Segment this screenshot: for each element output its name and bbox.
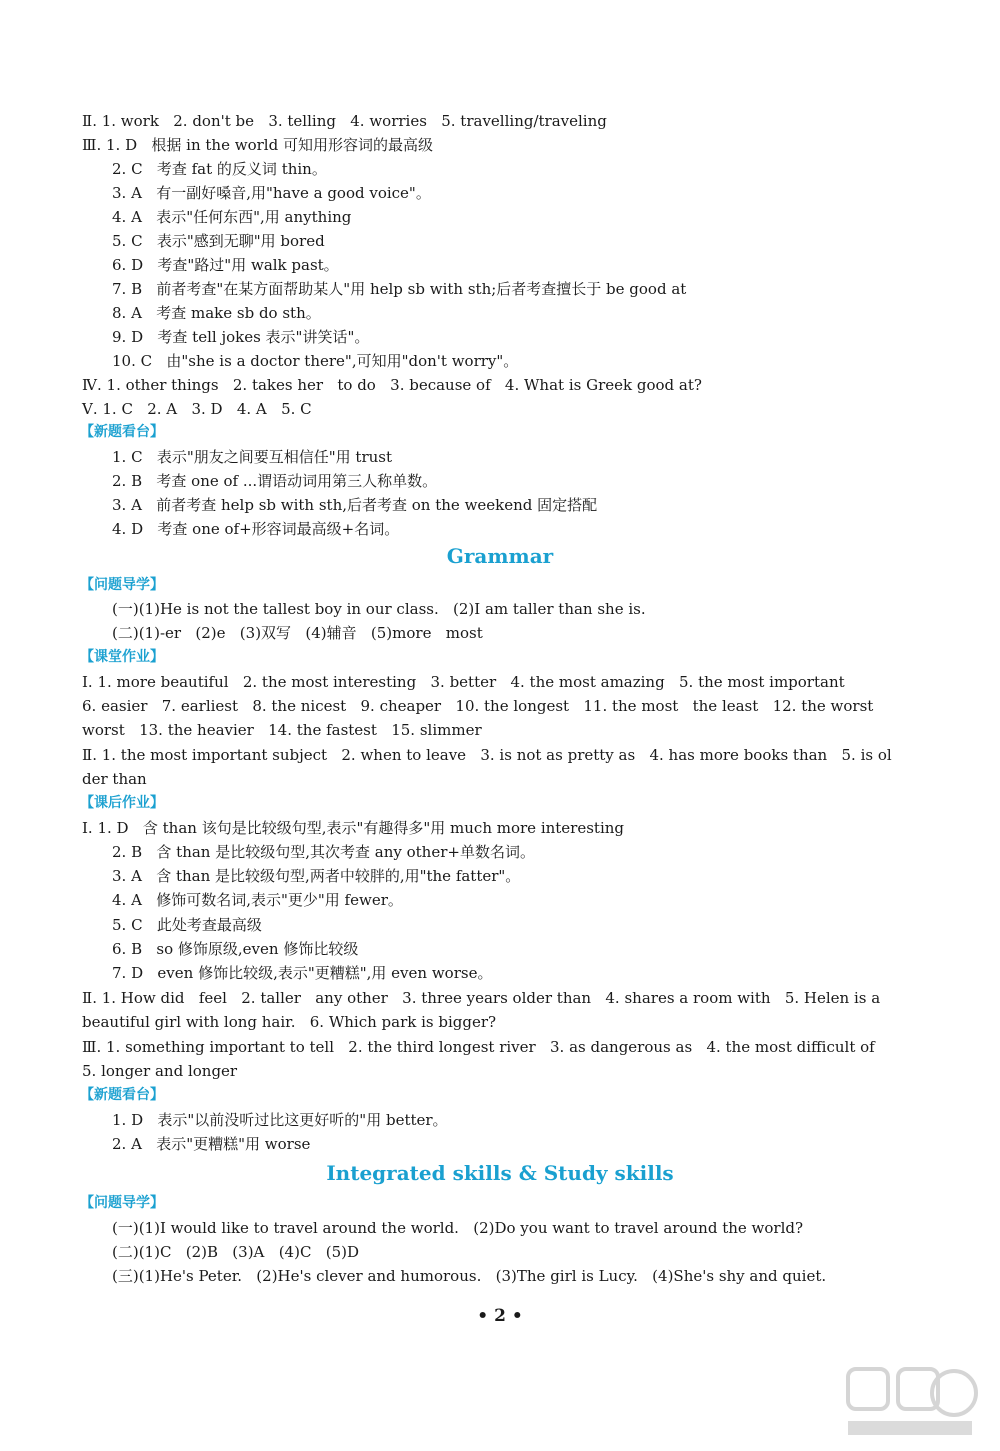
answer-line: 10. C 由"she is a doctor there",可知用"don't worry"。 <box>112 352 519 370</box>
answer-line: Ⅰ. 1. D 含 than 该句是比较级句型,表示"有趣得多"用 much more interesting <box>82 819 625 837</box>
page-number: • 2 • <box>477 1306 523 1326</box>
answer-line: 2. B 含 than 是比较级句型,其次考查 any other+单数名词。 <box>112 843 535 861</box>
answer-line: beautiful girl with long hair. 6. Which park is bigger? <box>82 1013 497 1031</box>
answer-line: 9. D 考查 tell jokes 表示"讲笑话"。 <box>112 328 370 346</box>
answer-line: Ⅳ. 1. other things 2. takes her to do 3. because of 4. What is Greek good at? <box>82 376 702 394</box>
section-tag: 【课堂作业】 <box>80 649 164 665</box>
answer-line: 2. B 考查 one of ...谓语动词用第三人称单数。 <box>112 472 438 490</box>
answer-line: 1. C 表示"朋友之间要互相信任"用 trust <box>112 448 393 466</box>
answer-line: 8. A 考查 make sb do sth。 <box>112 304 321 322</box>
answer-line: 6. D 考查"路过"用 walk past。 <box>112 256 339 274</box>
answer-line: der than <box>82 770 147 788</box>
answer-line: (一)(1)He is not the tallest boy in our class. (2)I am taller than she is. <box>112 600 646 618</box>
answer-line: 6. B so 修饰原级,even 修饰比较级 <box>112 940 359 958</box>
answer-line: 4. D 考查 one of+形容词最高级+名词。 <box>112 520 400 538</box>
answer-line: Ⅲ. 1. D 根据 in the world 可知用形容词的最高级 <box>82 136 433 154</box>
answer-line: Ⅱ. 1. the most important subject 2. when to leave 3. is not as pretty as 4. has more books than 5. is ol <box>82 746 892 764</box>
section-tag: 【课后作业】 <box>80 795 164 811</box>
answer-line: 7. D even 修饰比较级,表示"更糟糕",用 even worse。 <box>112 964 493 982</box>
answer-line: 6. easier 7. earliest 8. the nicest 9. cheaper 10. the longest 11. the most the least 12. the worst <box>82 697 874 715</box>
answer-line: Ⅱ. 1. How did feel 2. taller any other 3. three years older than 4. shares a room with 5. Helen is a <box>82 989 881 1007</box>
answer-line: Ⅱ. 1. work 2. don't be 3. telling 4. worries 5. travelling/traveling <box>82 112 607 130</box>
answer-line: 2. C 考查 fat 的反义词 thin。 <box>112 160 327 178</box>
answer-line: (二)(1)C (2)B (3)A (4)C (5)D <box>112 1243 359 1261</box>
section-tag: 【问题导学】 <box>80 1195 164 1211</box>
answer-line: 4. A 修饰可数名词,表示"更少"用 fewer。 <box>112 891 403 909</box>
answer-line: (一)(1)I would like to travel around the world. (2)Do you want to travel around the world? <box>112 1219 804 1237</box>
answer-line: 3. A 有一副好嗓音,用"have a good voice"。 <box>112 184 431 202</box>
section-heading-integrated-skills: Integrated skills & Study skills <box>326 1161 674 1185</box>
answer-line: 5. longer and longer <box>82 1062 238 1080</box>
answer-line: Ⅴ. 1. C 2. A 3. D 4. A 5. C <box>82 400 312 418</box>
answer-line: 2. A 表示"更糟糕"用 worse <box>112 1135 311 1153</box>
answer-line: 5. C 表示"感到无聊"用 bored <box>112 232 325 250</box>
answer-line: 7. B 前者考查"在某方面帮助某人"用 help sb with sth;后者考查擅长于 be good at <box>112 280 687 298</box>
answer-line: 3. A 前者考查 help sb with sth,后者考查 on the weekend 固定搭配 <box>112 496 598 514</box>
section-tag: 【新题看台】 <box>80 1087 164 1103</box>
answer-line: Ⅰ. 1. more beautiful 2. the most interesting 3. better 4. the most amazing 5. the most important <box>82 673 845 691</box>
section-tag: 【新题看台】 <box>80 424 164 440</box>
answer-line: 1. D 表示"以前没听过比这更好听的"用 better。 <box>112 1111 448 1129</box>
section-tag: 【问题导学】 <box>80 577 164 593</box>
answer-line: 5. C 此处考查最高级 <box>112 916 262 934</box>
section-heading-grammar: Grammar <box>446 544 554 568</box>
answer-line: 3. A 含 than 是比较级句型,两者中较胖的,用"the fatter"。 <box>112 867 521 885</box>
answer-line: Ⅲ. 1. something important to tell 2. the third longest river 3. as dangerous as 4. the most difficult of <box>82 1038 875 1056</box>
answer-line: worst 13. the heavier 14. the fastest 15. slimmer <box>82 721 482 739</box>
answer-line: (二)(1)-er (2)e (3)双写 (4)辅音 (5)more most <box>112 624 483 642</box>
watermark-logo-icon <box>842 1355 982 1441</box>
answer-line: (三)(1)He's Peter. (2)He's clever and humorous. (3)The girl is Lucy. (4)She's shy and quiet. <box>112 1267 827 1285</box>
answer-line: 4. A 表示"任何东西",用 anything <box>112 208 352 226</box>
